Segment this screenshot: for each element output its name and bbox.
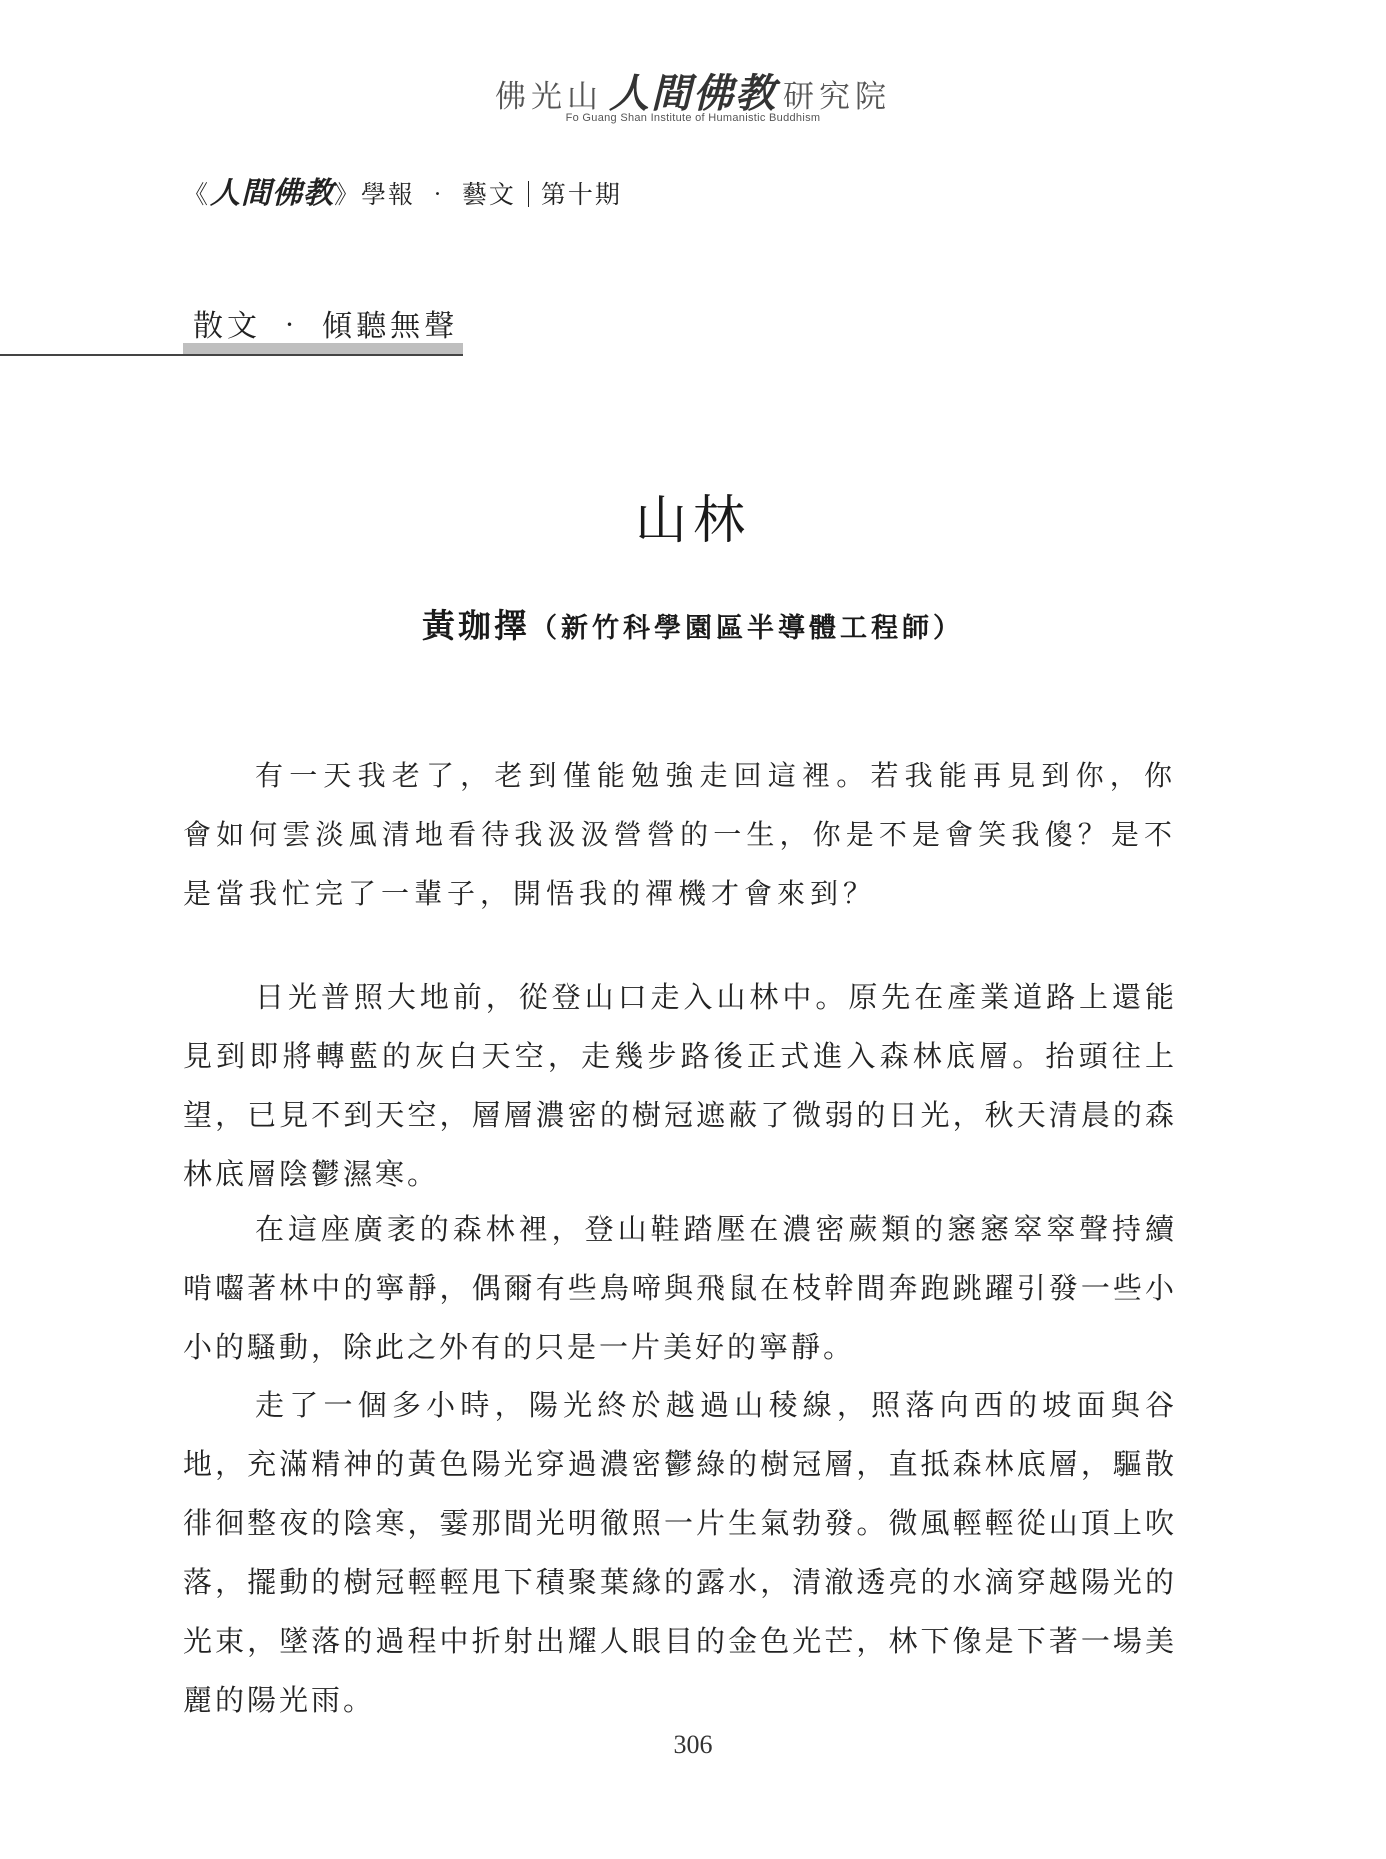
body-paragraph: 走了一個多小時，陽光終於越過山稜線，照落向西的坡面與谷地，充滿精神的黃色陽光穿過濃密鬱綠的樹冠層，直抵森林底層，驅散徘徊整夜的陰寒，霎那間光明徹照一片生氣勃發。微風輕輕從山頂上吹落，擺動的樹冠輕輕甩下積聚葉緣的露水，清澈透亮的水滴穿越陽光的光束，墜落的過程中折射出耀人眼目的金色光芒，林下像是下著一場美麗的陽光雨。 (183, 1388, 1177, 1717)
section-heading-rule (0, 354, 463, 356)
author-line (0, 600, 1386, 647)
institute-english-name: Fo Guang Shan Institute of Humanistic Buddhism (565, 112, 821, 124)
institute-brand-logo: 人間佛教 (609, 70, 777, 117)
institute-prefix: 佛光山 (495, 79, 603, 115)
institute-name (0, 62, 1386, 119)
journal-running-head (183, 168, 622, 212)
author-affiliation: （新竹科學園區半導體工程師） (530, 613, 964, 644)
intro-paragraph: 有一天我老了，老到僅能勉強走回這裡。若我能再見到你，你會如何雲淡風清地看待我汲汲營營的一生，你是不是會笑我傻？是不是當我忙完了一輩子，開悟我的禪機才會來到？ (183, 759, 1177, 910)
journal-open-bracket: 《 (183, 180, 211, 209)
journal-title: 》學報 ‧ 藝文 (334, 180, 516, 209)
institute-suffix: 研究院 (783, 79, 891, 115)
journal-issue: 第十期 (540, 180, 622, 209)
journal-brand-logo: 人間佛教 (210, 176, 335, 211)
section-heading: 散文 ‧ 傾聽無聲 (193, 309, 459, 344)
body-paragraph: 在這座廣袤的森林裡，登山鞋踏壓在濃密蕨類的窸窸窣窣聲持續啃囓著林中的寧靜，偶爾有些鳥啼與飛鼠在枝幹間奔跑跳躍引發一些小小的騷動，除此之外有的只是一片美好的寧靜。 (183, 1212, 1177, 1364)
author-name: 黃珈擇 (422, 606, 530, 645)
article-title: 山林 (634, 491, 751, 551)
journal-divider (528, 181, 529, 207)
body-paragraph: 日光普照大地前，從登山口走入山林中。原先在產業道路上還能見到即將轉藍的灰白天空，走幾步路後正式進入森林底層。抬頭往上望，已見不到天空，層層濃密的樹冠遮蔽了微弱的日光，秋天清晨的森林底層陰鬱濕寒。 (183, 980, 1177, 1191)
page-number: 306 (673, 1730, 713, 1759)
